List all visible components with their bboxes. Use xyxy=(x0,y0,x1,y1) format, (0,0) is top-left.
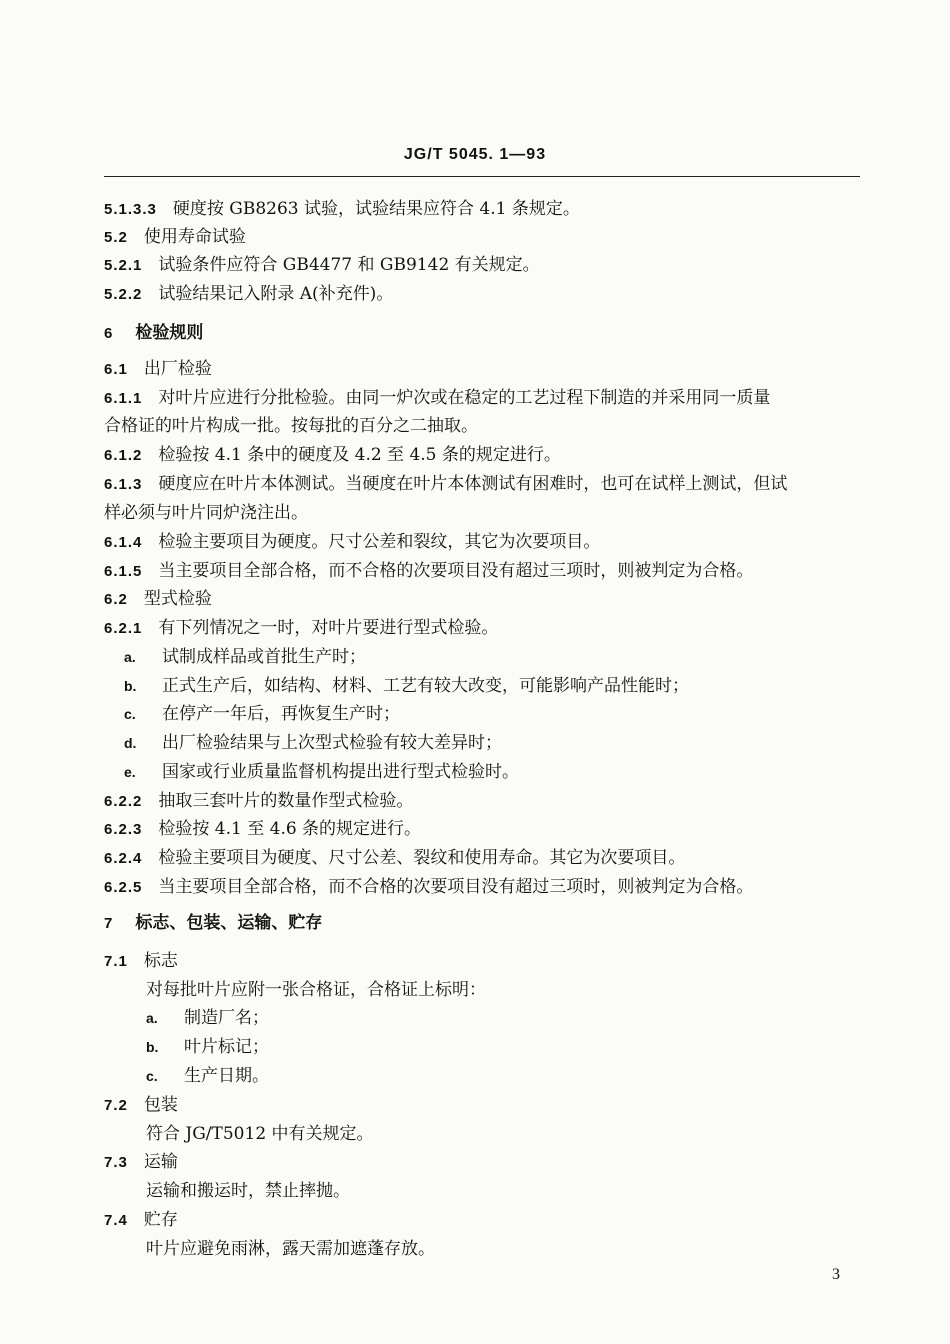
section-6-heading xyxy=(104,322,203,345)
clause-number: 6.1.4 xyxy=(104,534,143,551)
section-number: 7 xyxy=(104,915,114,932)
clause-text: 型式检验 xyxy=(143,589,212,609)
document-header: JG/T 5045. 1—93 xyxy=(403,146,547,163)
list-letter: d. xyxy=(124,735,137,751)
clause-7-3 xyxy=(104,1151,178,1174)
list-item-c xyxy=(124,703,400,725)
list-item-c xyxy=(146,1065,269,1087)
section-number: 6 xyxy=(104,325,114,342)
clause-text: 检验按 4.1 条中的硬度及 4.2 至 4.5 条的规定进行。 xyxy=(158,445,561,465)
clause-text: 当主要项目全部合格，而不合格的次要项目没有超过三项时，则被判定为合格。 xyxy=(158,561,754,581)
clause-text: 包装 xyxy=(143,1095,178,1115)
clause-6-2 xyxy=(104,588,212,611)
list-item-b xyxy=(124,675,689,697)
clause-7-1 xyxy=(104,950,178,973)
clause-6-1-2 xyxy=(104,444,561,467)
list-text: 在停产一年后，再恢复生产时； xyxy=(162,704,400,724)
clause-text: 合格证的叶片构成一批。按每批的百分之二抽取。 xyxy=(104,416,478,436)
list-item-a xyxy=(146,1007,269,1029)
list-text: 国家或行业质量监督机构提出进行型式检验时。 xyxy=(162,762,519,782)
list-letter: a. xyxy=(124,649,136,665)
clause-text: 标志 xyxy=(143,951,178,971)
clause-number: 7.1 xyxy=(104,953,128,970)
list-letter: e. xyxy=(124,764,136,780)
clause-text: 当主要项目全部合格，而不合格的次要项目没有超过三项时，则被判定为合格。 xyxy=(158,877,754,897)
clause-text: 硬度按 GB8263 试验，试验结果应符合 4.1 条规定。 xyxy=(172,199,580,219)
clause-5-2 xyxy=(104,226,246,249)
list-item-b xyxy=(146,1036,269,1058)
list-text: 试制成样品或首批生产时； xyxy=(162,647,366,667)
clause-text: 试验结果记入附录 A(补充件)。 xyxy=(158,284,394,304)
clause-7-2 xyxy=(104,1094,178,1117)
clause-number: 6.2 xyxy=(104,591,128,608)
list-letter: b. xyxy=(146,1039,159,1055)
paragraph-text xyxy=(146,1238,435,1260)
clause-continuation xyxy=(104,415,478,437)
clause-number: 7.4 xyxy=(104,1212,128,1229)
list-text: 出厂检验结果与上次型式检验有较大差异时； xyxy=(162,733,502,753)
clause-text: 叶片应避免雨淋，露天需加遮蓬存放。 xyxy=(146,1239,435,1259)
list-letter: c. xyxy=(124,706,136,722)
clause-6-2-2 xyxy=(104,790,413,813)
list-letter: c. xyxy=(146,1068,158,1084)
list-item-e xyxy=(124,761,519,783)
clause-text: 贮存 xyxy=(143,1210,178,1230)
clause-text: 符合 JG/T5012 中有关规定。 xyxy=(146,1124,374,1144)
clause-number: 6.1.3 xyxy=(104,476,143,493)
clause-text: 出厂检验 xyxy=(143,359,212,379)
clause-text: 检验按 4.1 至 4.6 条的规定进行。 xyxy=(158,819,422,839)
clause-text: 硬度应在叶片本体测试。当硬度在叶片本体测试有困难时，也可在试样上测试，但试 xyxy=(158,474,788,494)
clause-text: 试验条件应符合 GB4477 和 GB9142 有关规定。 xyxy=(158,255,540,275)
clause-6-2-4 xyxy=(104,847,685,870)
clause-6-1-4 xyxy=(104,531,600,554)
clause-number: 5.2 xyxy=(104,229,128,246)
clause-number: 6.2.4 xyxy=(104,850,143,867)
clause-text: 运输 xyxy=(143,1152,178,1172)
clause-text: 有下列情况之一时，对叶片要进行型式检验。 xyxy=(158,618,499,638)
clause-text: 检验主要项目为硬度、尺寸公差、裂纹和使用寿命。其它为次要项目。 xyxy=(158,848,686,868)
clause-6-1-1 xyxy=(104,387,770,410)
clause-number: 5.2.1 xyxy=(104,257,143,274)
clause-6-2-5 xyxy=(104,876,753,899)
clause-6-1-3 xyxy=(104,473,787,496)
clause-number: 6.1.2 xyxy=(104,447,143,464)
clause-6-1-5 xyxy=(104,560,753,583)
section-title: 检验规则 xyxy=(135,323,204,343)
clause-number: 6.1 xyxy=(104,361,128,378)
list-text: 生产日期。 xyxy=(184,1066,269,1086)
clause-number: 6.2.2 xyxy=(104,793,143,810)
clause-number: 5.1.3.3 xyxy=(104,201,157,218)
clause-number: 6.2.3 xyxy=(104,821,143,838)
clause-text: 运输和搬运时，禁止摔抛。 xyxy=(146,1181,350,1201)
clause-number: 6.1.5 xyxy=(104,563,143,580)
clause-number: 6.1.1 xyxy=(104,390,143,407)
clause-5-2-1 xyxy=(104,254,540,277)
clause-number: 6.2.1 xyxy=(104,620,143,637)
clause-text: 对每批叶片应附一张合格证，合格证上标明： xyxy=(146,980,486,1000)
clause-7-4 xyxy=(104,1209,178,1232)
clause-text: 样必须与叶片同炉浇注出。 xyxy=(104,503,308,523)
section-title: 标志、包装、运输、贮存 xyxy=(135,913,323,933)
clause-number: 6.2.5 xyxy=(104,879,143,896)
list-item-a xyxy=(124,646,366,668)
clause-number: 5.2.2 xyxy=(104,286,143,303)
paragraph-text xyxy=(146,979,486,1001)
clause-number: 7.2 xyxy=(104,1097,128,1114)
list-item-d xyxy=(124,732,502,754)
clause-text: 对叶片应进行分批检验。由同一炉次或在稳定的工艺过程下制造的并采用同一质量 xyxy=(158,388,771,408)
list-text: 叶片标记； xyxy=(184,1037,269,1057)
clause-text: 检验主要项目为硬度。尺寸公差和裂纹，其它为次要项目。 xyxy=(158,532,601,552)
list-letter: b. xyxy=(124,678,137,694)
clause-text: 使用寿命试验 xyxy=(143,227,246,247)
clause-5-2-2 xyxy=(104,283,393,306)
paragraph-text xyxy=(146,1123,374,1145)
page-number: 3 xyxy=(832,1266,840,1283)
clause-6-1 xyxy=(104,358,212,381)
clause-number: 7.3 xyxy=(104,1154,128,1171)
list-text: 制造厂名； xyxy=(184,1008,269,1028)
clause-continuation xyxy=(104,502,308,524)
clause-5-1-3-3 xyxy=(104,198,580,221)
header-rule xyxy=(104,176,860,177)
clause-6-2-3 xyxy=(104,818,421,841)
section-7-heading xyxy=(104,912,322,935)
clause-text: 抽取三套叶片的数量作型式检验。 xyxy=(158,791,414,811)
list-letter: a. xyxy=(146,1010,158,1026)
paragraph-text xyxy=(146,1180,350,1202)
clause-6-2-1 xyxy=(104,617,498,640)
list-text: 正式生产后，如结构、材料、工艺有较大改变，可能影响产品性能时； xyxy=(162,676,689,696)
